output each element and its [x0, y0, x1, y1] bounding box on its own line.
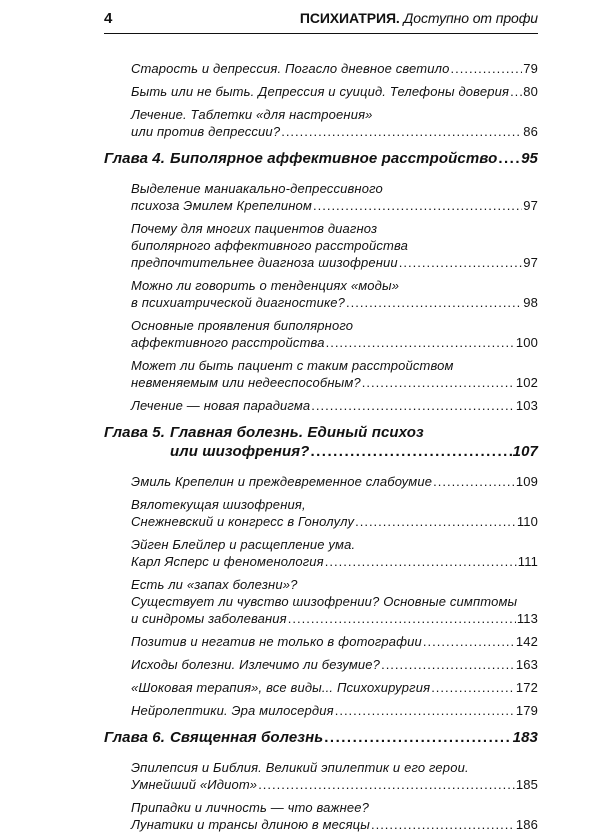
entry-title-line: Снежневский и конгресс в Гонолулу	[131, 514, 355, 529]
entry-page-number: 111	[517, 554, 538, 569]
dot-leader	[498, 149, 520, 168]
entry-title-line: Эпилепсия и Библия. Великий эпилептик и его герои.	[131, 760, 469, 775]
toc-entry	[104, 473, 538, 490]
chapter-title-continued: или шизофрения?	[170, 443, 310, 460]
entry-title-line: Позитив и негатив не только в фотографии	[131, 634, 422, 649]
entry-page-number: 100	[515, 335, 538, 350]
toc-entry	[104, 496, 538, 530]
book-title	[300, 10, 538, 26]
chapter-3-section	[104, 60, 538, 140]
entry-title-line: и синдромы заболевания	[131, 611, 287, 626]
entry-title-line: Есть ли «запах болезни»?	[131, 577, 298, 592]
entry-page-number: 113	[516, 611, 538, 626]
entry-title-line: Почему для многих пациентов диагноз	[131, 221, 378, 236]
entry-title-line: невменяемым или недееспособным?	[131, 375, 361, 390]
entry-page-number: 163	[515, 657, 538, 672]
entry-title-line: Карл Ясперс и феноменология	[131, 554, 324, 569]
entry-title-row	[131, 83, 538, 100]
entry-page-number: 186	[515, 817, 538, 832]
entry-page-number: 110	[516, 514, 538, 529]
entry-title-line: Можно ли говорить о тенденциях «моды»	[131, 278, 400, 293]
toc-entry	[104, 277, 538, 311]
dot-leader	[310, 442, 511, 461]
dot-leader	[258, 776, 515, 793]
dot-leader	[362, 374, 515, 391]
dot-leader	[281, 123, 522, 140]
header-rule	[104, 33, 538, 34]
toc-entry	[104, 799, 538, 833]
entry-title-line: Припадки и личность — что важнее?	[131, 800, 370, 815]
entry-title-line: Основные проявления биполярного	[131, 318, 354, 333]
entry-title-line: Старость и депрессия. Погасло дневное светило	[131, 61, 450, 76]
entry-title-line: Существует ли чувство шизофрении? Основные симптомы	[131, 594, 518, 609]
chapter-4-heading	[104, 149, 538, 168]
entry-title-row	[131, 123, 538, 140]
toc-entry	[104, 397, 538, 414]
entry-title-row	[131, 374, 538, 391]
entry-title-row	[131, 334, 538, 351]
dot-leader	[311, 397, 515, 414]
chapter-page-number: 107	[512, 443, 538, 460]
dot-leader	[371, 816, 515, 833]
toc-entry	[104, 702, 538, 719]
dot-leader	[431, 679, 515, 696]
entry-title-line: Исходы болезни. Излечимо ли безумие?	[131, 657, 381, 672]
book-subtitle: Доступно от профи	[399, 10, 538, 26]
book-title-main: ПСИХИАТРИЯ.	[299, 10, 400, 26]
chapter-5-entries	[104, 473, 538, 719]
chapter-label: Глава 6.	[104, 729, 165, 746]
dot-leader	[451, 60, 523, 77]
chapter-4-entries	[104, 180, 538, 414]
toc-entry	[104, 576, 538, 627]
entry-page-number: 103	[515, 398, 538, 413]
entry-title-row	[131, 294, 538, 311]
page-number: 4	[104, 10, 113, 27]
dot-leader	[313, 197, 522, 214]
entry-page-number: 80	[523, 84, 538, 99]
entry-page-number: 79	[523, 61, 538, 76]
entry-title-line: Нейролептики. Эра милосердия	[131, 703, 334, 718]
entry-title-line: аффективного расстройства	[131, 335, 325, 350]
entry-title-row	[131, 397, 538, 414]
chapter-title: Биполярное аффективное расстройство	[170, 150, 498, 167]
entry-title-line: Лечение. Таблетки «для настроения»	[131, 107, 373, 122]
chapter-5-heading	[104, 423, 538, 461]
entry-page-number: 86	[523, 124, 538, 139]
chapter-6-heading	[104, 728, 538, 747]
entry-page-number: 185	[515, 777, 538, 792]
entry-page-number: 97	[523, 255, 538, 270]
entry-page-number: 172	[515, 680, 538, 695]
chapter-title: Священная болезнь	[170, 729, 324, 746]
entry-title-line: в психиатрической диагностике?	[131, 295, 346, 310]
entry-title-line: предпочтительнее диагноза шизофрении	[131, 255, 398, 270]
entry-title-row	[131, 610, 538, 627]
entry-title-row	[131, 254, 538, 271]
toc-entry	[104, 357, 538, 391]
dot-leader	[324, 728, 511, 747]
entry-page-number: 142	[515, 634, 538, 649]
entry-title-row	[131, 473, 538, 490]
running-header	[104, 8, 538, 40]
toc-entry	[104, 106, 538, 140]
entry-title-row	[131, 776, 538, 793]
dot-leader	[288, 610, 516, 627]
entry-page-number: 98	[523, 295, 538, 310]
entry-title-line: Вялотекущая шизофрения,	[131, 497, 306, 512]
entry-title-row	[131, 816, 538, 833]
entry-title-line: Лечение — новая парадигма	[131, 398, 311, 413]
chapter-title: Главная болезнь. Единый психоз	[170, 424, 424, 441]
toc-entry	[104, 180, 538, 214]
entry-title-line: Эмиль Крепелин и преждевременное слабоумие	[131, 474, 433, 489]
toc-entry	[104, 83, 538, 100]
entry-title-row	[131, 679, 538, 696]
dot-leader	[335, 702, 515, 719]
entry-title-line: «Шоковая терапия», все виды... Психохирургия	[131, 680, 431, 695]
entry-page-number: 179	[515, 703, 538, 718]
toc-entry	[104, 317, 538, 351]
entry-title-line: Эйген Блейлер и расщепление ума.	[131, 537, 356, 552]
entry-title-row	[131, 513, 538, 530]
table-of-contents	[104, 60, 538, 839]
entry-title-line: Умнейший «Идиот»	[131, 777, 258, 792]
entry-page-number: 102	[515, 375, 538, 390]
entry-page-number: 97	[523, 198, 538, 213]
entry-title-row	[131, 633, 538, 650]
chapter-page-number: 183	[512, 729, 538, 746]
dot-leader	[381, 656, 515, 673]
dot-leader	[355, 513, 516, 530]
dot-leader	[346, 294, 522, 311]
toc-entry	[104, 633, 538, 650]
dot-leader	[399, 254, 522, 271]
toc-entry	[104, 656, 538, 673]
entry-title-row	[131, 702, 538, 719]
toc-entry	[104, 679, 538, 696]
dot-leader	[326, 334, 515, 351]
entry-title-row	[131, 60, 538, 77]
entry-title-line: биполярного аффективного расстройства	[131, 238, 409, 253]
entry-title-line: Быть или не быть. Депрессия и суицид. Телефоны доверия	[131, 84, 510, 99]
entry-title-line: Может ли быть пациент с таким расстройством	[131, 358, 454, 373]
dot-leader	[325, 553, 517, 570]
dot-leader	[433, 473, 515, 490]
entry-title-row	[131, 197, 538, 214]
chapter-label: Глава 5.	[104, 424, 165, 441]
dot-leader	[423, 633, 515, 650]
entry-title-row	[131, 656, 538, 673]
chapter-page-number: 95	[521, 150, 538, 167]
entry-title-line: Выделение маниакально-депрессивного	[131, 181, 383, 196]
toc-entry	[104, 536, 538, 570]
toc-entry	[104, 60, 538, 77]
entry-title-line: психоза Эмилем Крепелином	[131, 198, 312, 213]
toc-entry	[104, 220, 538, 271]
dot-leader	[510, 83, 522, 100]
chapter-label: Глава 4.	[104, 150, 165, 167]
chapter-6-entries	[104, 759, 538, 833]
toc-entry	[104, 759, 538, 793]
entry-title-line: или против депрессии?	[131, 124, 281, 139]
entry-page-number: 109	[515, 474, 538, 489]
entry-title-row	[131, 553, 538, 570]
entry-title-line: Лунатики и трансы длиною в месяцы	[131, 817, 370, 832]
